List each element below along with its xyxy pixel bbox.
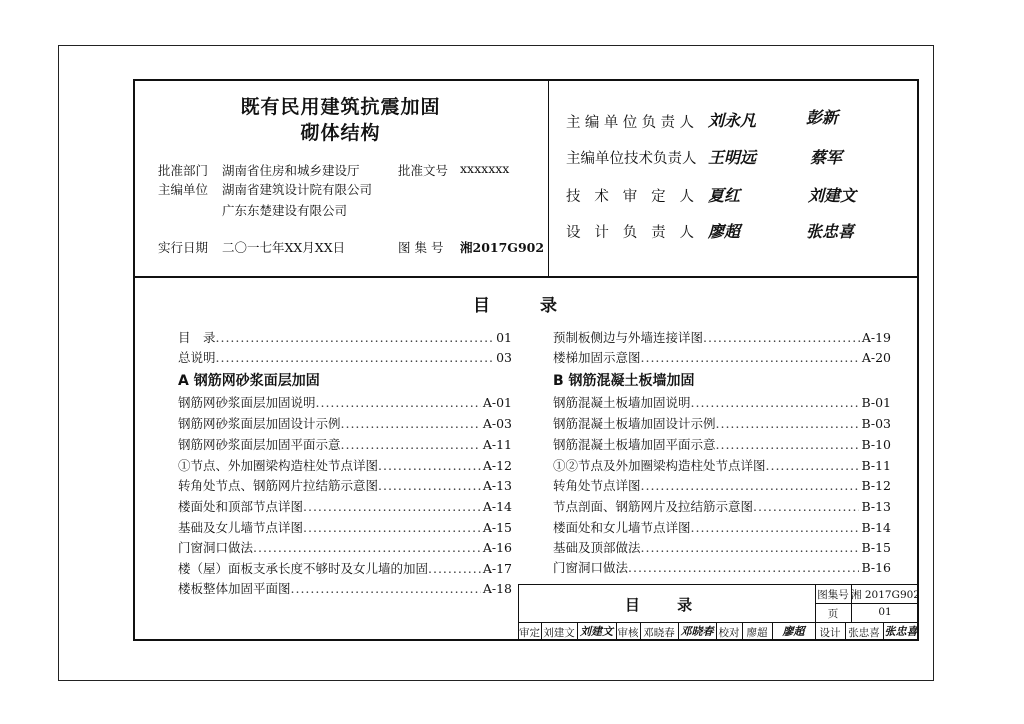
signature-2a: 王明远 xyxy=(708,148,757,167)
toc-item[interactable]: 目 录 ..... 01 xyxy=(178,328,512,348)
tb-design-name: 张忠喜 xyxy=(848,627,880,639)
atlas-no-label: 图 集 号 xyxy=(398,240,444,255)
header-vertical-divider xyxy=(548,79,549,277)
signature-3a: 夏红 xyxy=(708,186,741,205)
toc-item[interactable]: 总说明 ..... 03 xyxy=(178,348,512,368)
chief-unit-label: 主编单位 xyxy=(158,182,209,197)
tb-check-label: 审核 xyxy=(617,627,639,639)
chief-unit-value-2: 广东东楚建设有限公司 xyxy=(222,203,348,218)
toc-item[interactable]: 楼（屋）面板支承长度不够时及女儿墙的加固 ..... A-17 xyxy=(178,559,512,579)
tb-check-signature: 邓晓春 xyxy=(680,625,714,638)
approve-doc-value: xxxxxxx xyxy=(460,161,510,176)
toc-item[interactable]: 钢筋网砂浆面层加固平面示意 ..... A-11 xyxy=(178,435,512,455)
tb-page-value: 01 xyxy=(878,606,892,618)
atlas-no-value: 湘2017G902 xyxy=(460,240,545,255)
role-tech-reviewer: 技 术 审 定 人 xyxy=(566,189,694,205)
toc-item[interactable]: 楼面处和顶部节点详图 ..... A-14 xyxy=(178,497,512,517)
toc-item[interactable]: 钢筋网砂浆面层加固说明 ..... A-01 xyxy=(178,393,512,413)
header-divider xyxy=(133,276,919,278)
tb-design-label: 设计 xyxy=(819,627,841,639)
tb-proof-label: 校对 xyxy=(718,627,740,639)
toc-item[interactable]: 楼梯加固示意图 ..... A-20 xyxy=(553,348,891,368)
tb-page-label: 页 xyxy=(827,608,839,620)
signature-1a: 刘永凡 xyxy=(708,111,757,130)
section-b-heading: B 钢筋混凝土板墙加固 xyxy=(553,373,695,389)
tb-design-signature: 张忠喜 xyxy=(884,625,918,638)
signature-4a: 廖超 xyxy=(708,222,741,241)
role-design-head: 设 计 负 责 人 xyxy=(566,225,694,241)
role-chief-unit-head: 主 编 单 位 负 责 人 xyxy=(566,115,694,131)
toc-item[interactable]: 转角处节点、钢筋网片拉结筋示意图 ..... A-13 xyxy=(178,476,512,496)
tb-check-name: 邓晓春 xyxy=(643,627,675,639)
toc-item[interactable]: 门窗洞口做法 ..... A-16 xyxy=(178,538,512,558)
chief-unit-value-1: 湖南省建筑设计院有限公司 xyxy=(222,182,373,197)
title-block-row-line xyxy=(815,603,919,604)
toc-item[interactable]: 钢筋混凝土板墙加固设计示例 ..... B-03 xyxy=(553,414,891,434)
signature-3b: 刘建文 xyxy=(808,186,857,205)
atlas-title: 既有民用建筑抗震加固 xyxy=(240,96,441,118)
toc-item[interactable]: 钢筋混凝土板墙加固平面示意 ..... B-10 xyxy=(553,435,891,455)
tb-atlas-label: 图集号 xyxy=(817,589,849,601)
signature-4b: 张忠喜 xyxy=(806,222,855,241)
tb-atlas-value: 湘 2017G902 xyxy=(851,589,920,601)
approve-doc-label: 批准文号 xyxy=(398,163,449,178)
toc-item[interactable]: 楼面处和女儿墙节点详图 ..... B-14 xyxy=(553,518,891,538)
signature-1b: 彭新 xyxy=(806,108,839,127)
toc-item[interactable]: 基础及顶部做法 ..... B-15 xyxy=(553,538,891,558)
toc-item[interactable]: 楼板整体加固平面图 ..... A-18 xyxy=(178,579,512,599)
approve-dept-label: 批准部门 xyxy=(158,163,209,178)
toc-item[interactable]: ①②节点及外加圈梁构造柱处节点详图 ..... B-11 xyxy=(553,456,891,476)
impl-date-value: 二〇一七年XX月XX日 xyxy=(222,240,346,255)
tb-review-label: 审定 xyxy=(519,627,540,639)
toc-item[interactable]: ①节点、外加圈梁构造柱处节点详图 ..... A-12 xyxy=(178,456,512,476)
approve-dept-value: 湖南省住房和城乡建设厅 xyxy=(222,163,360,178)
toc-item[interactable]: 钢筋混凝土板墙加固说明 ..... B-01 xyxy=(553,393,891,413)
atlas-subtitle: 砌体结构 xyxy=(300,122,381,144)
title-block-name: 目 录 xyxy=(624,596,709,614)
section-a-heading: A 钢筋网砂浆面层加固 xyxy=(178,373,320,389)
signature-2b: 蔡军 xyxy=(810,148,843,167)
tb-proof-signature: 廖超 xyxy=(782,625,805,638)
toc-item[interactable]: 钢筋网砂浆面层加固设计示例 ..... A-03 xyxy=(178,414,512,434)
tb-proof-name: 廖超 xyxy=(746,627,768,639)
toc-title: 目 录 xyxy=(473,296,579,316)
toc-item[interactable]: 门窗洞口做法 ..... B-16 xyxy=(553,558,891,578)
toc-item[interactable]: 节点剖面、钢筋网片及拉结筋示意图 ..... B-13 xyxy=(553,497,891,517)
toc-item[interactable]: 预制板侧边与外墙连接详图 ..... A-19 xyxy=(553,328,891,348)
toc-item[interactable]: 基础及女儿墙节点详图 ..... A-15 xyxy=(178,518,512,538)
toc-item[interactable]: 转角处节点详图 ..... B-12 xyxy=(553,476,891,496)
role-chief-tech-head: 主 编 单 位 技 术 负 责 人 xyxy=(566,151,697,167)
impl-date-label: 实行日期 xyxy=(158,240,209,255)
tb-review-signature: 刘建文 xyxy=(580,625,613,638)
tb-review-name: 刘建文 xyxy=(543,627,575,639)
